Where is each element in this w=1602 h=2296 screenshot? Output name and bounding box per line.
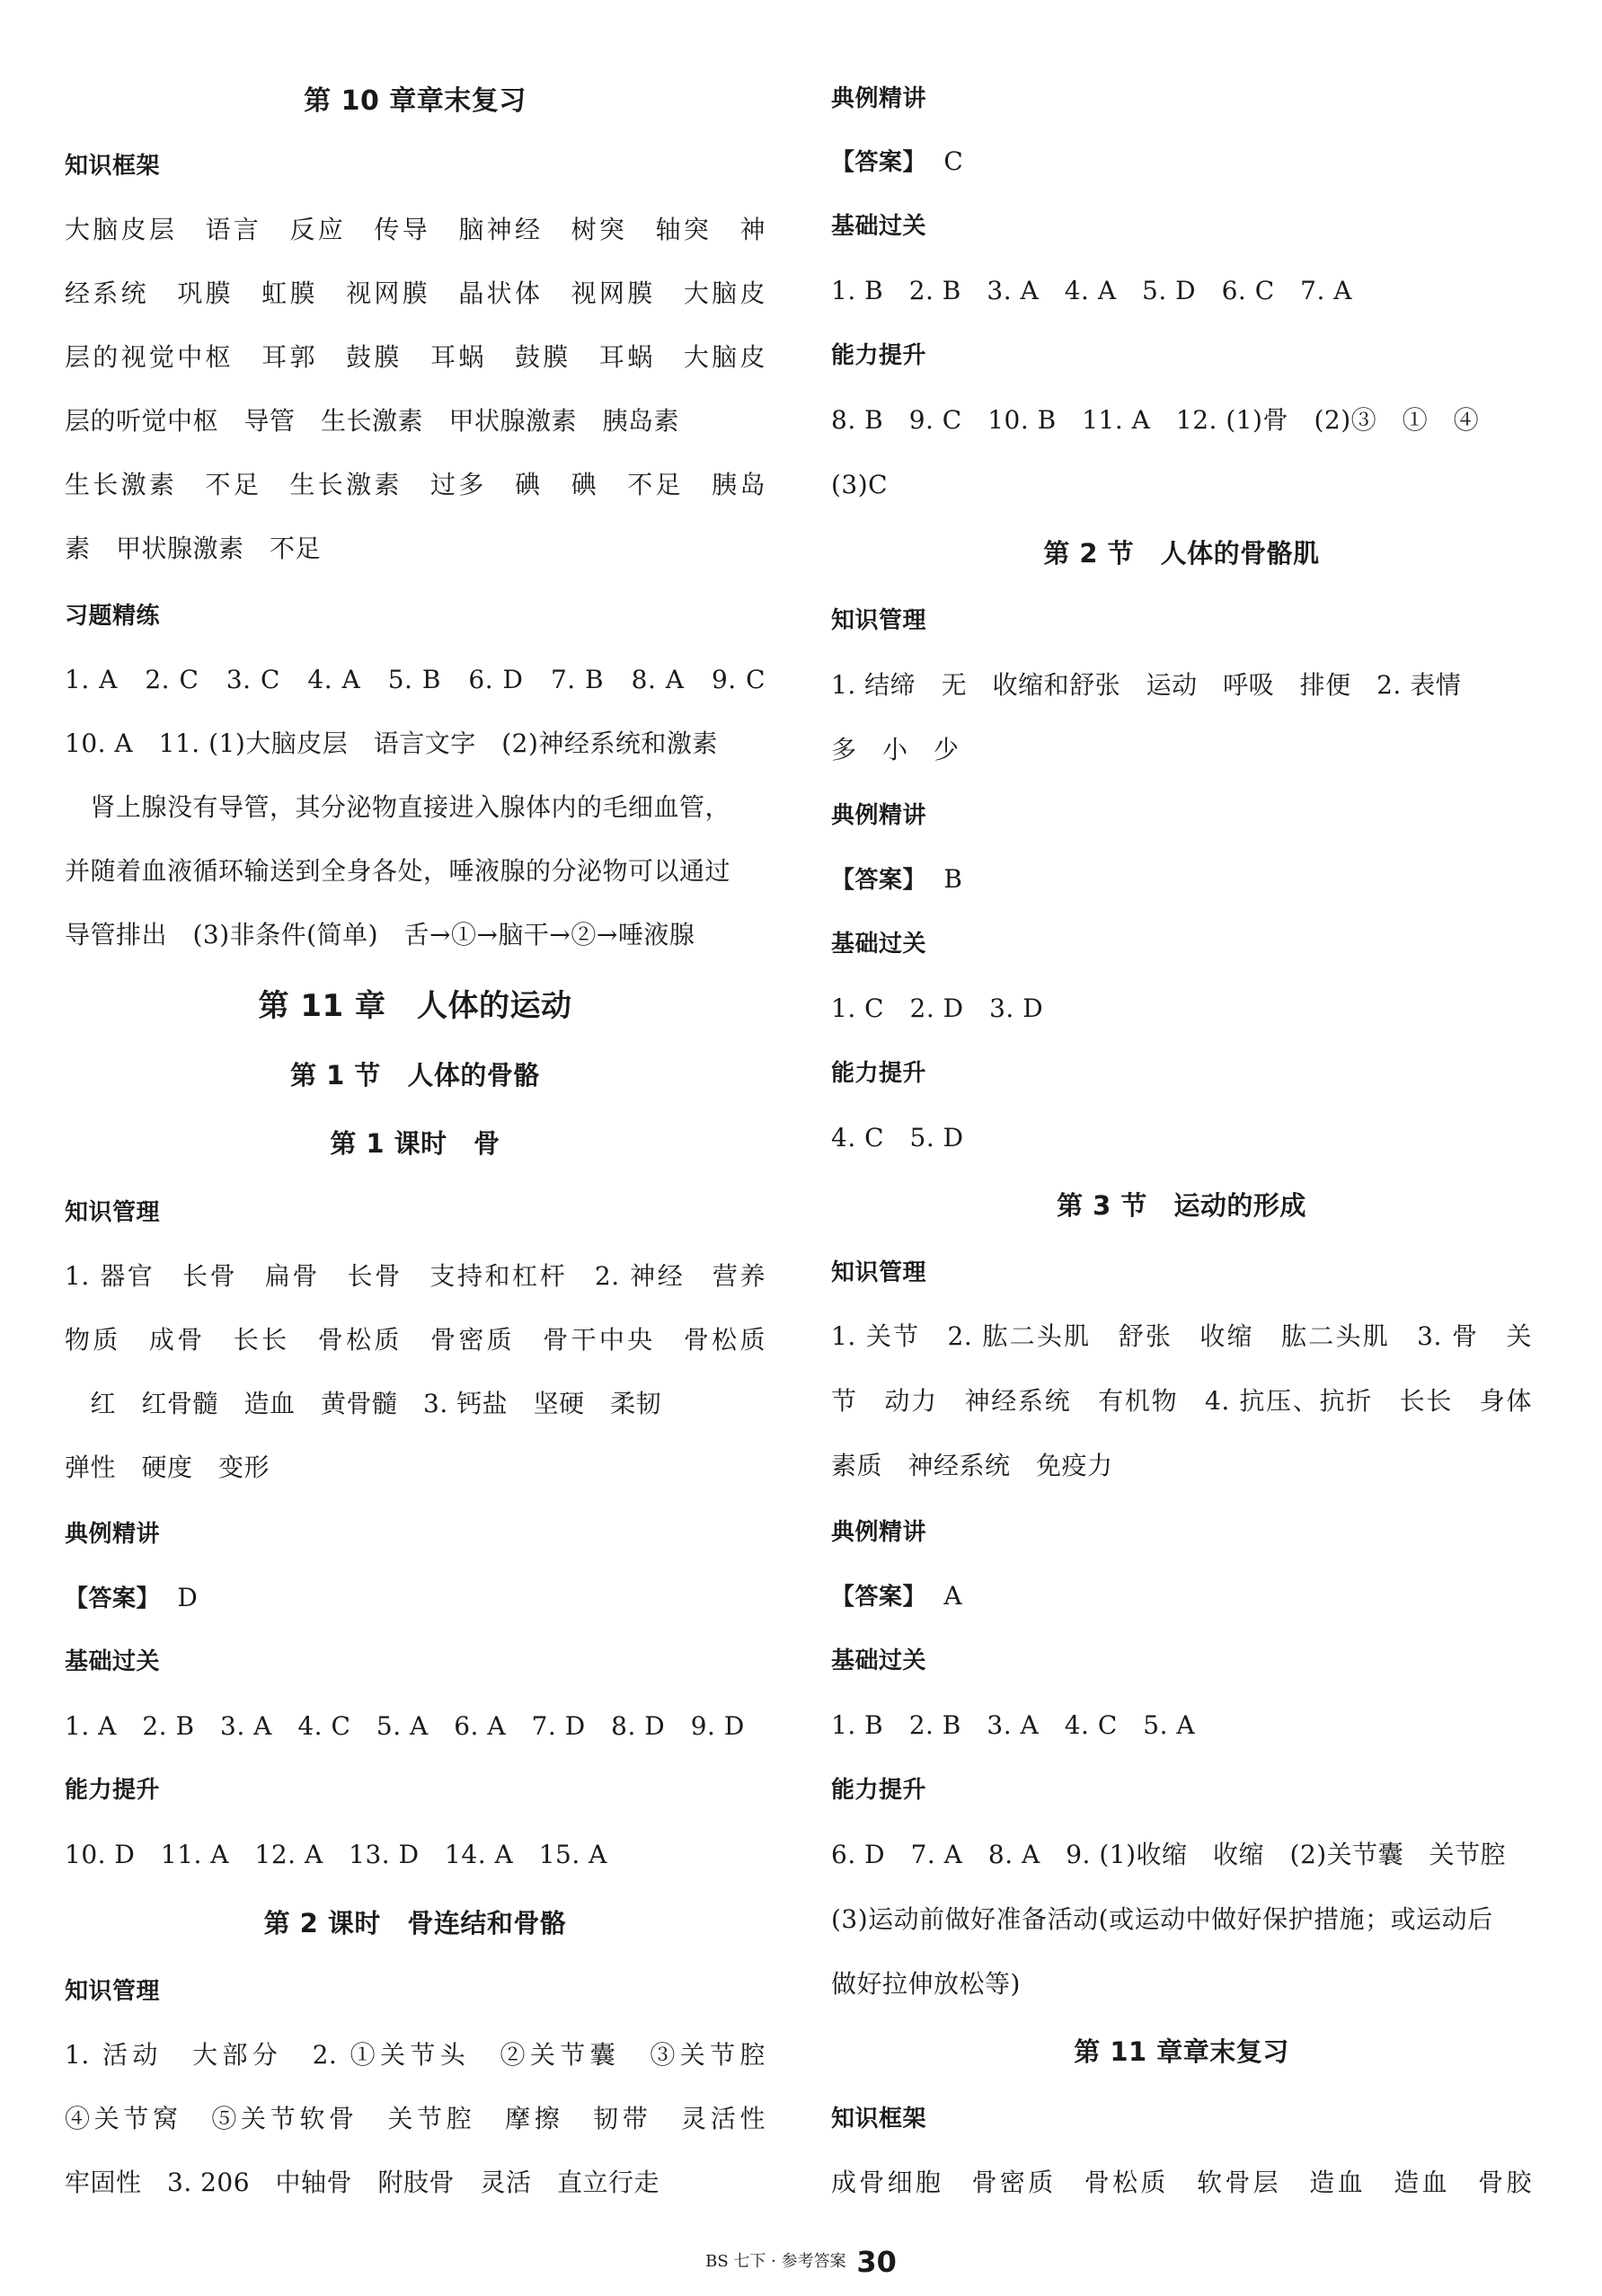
knowledge-management-label: 知识管理 bbox=[65, 1199, 161, 1226]
ability-label: 能力提升 bbox=[831, 1777, 927, 1804]
km-line: 1. 器官 长骨 扁骨 长骨 支持和杠杆 2. 神经 营养 bbox=[65, 1261, 766, 1291]
chapter11-title: 第 11 章 人体的运动 bbox=[258, 988, 572, 1024]
basic-answers: 1. B 2. B 3. A 4. C 5. A bbox=[831, 1710, 1196, 1740]
example-label: 典例精讲 bbox=[831, 802, 927, 829]
kf-line: 经系统 巩膜 虹膜 视网膜 晶状体 视网膜 大脑皮 bbox=[65, 278, 766, 308]
basic-answers: 1. C 2. D 3. D bbox=[831, 993, 1044, 1023]
exercise-line: 1. A 2. C 3. C 4. A 5. B 6. D 7. B 8. A 9. C bbox=[65, 665, 766, 694]
exercises-label: 习题精练 bbox=[65, 603, 161, 630]
ability-label: 能力提升 bbox=[831, 342, 927, 369]
knowledge-framework-label: 知识框架 bbox=[65, 153, 161, 180]
kf-line: 大脑皮层 语言 反应 传导 脑神经 树突 轴突 神 bbox=[65, 215, 766, 244]
exercise-line: 并随着血液循环输送到全身各处，唾液腺的分泌物可以通过 bbox=[65, 856, 731, 886]
page-number: 30 bbox=[856, 2245, 897, 2279]
kf-line: 生长激素 不足 生长激素 过多 碘 碘 不足 胰岛 bbox=[65, 470, 766, 499]
kf-line: 层的听觉中枢 导管 生长激素 甲状腺激素 胰岛素 bbox=[65, 406, 680, 436]
answer-row bbox=[831, 1578, 962, 1614]
kf-line: 层的视觉中枢 耳郭 鼓膜 耳蜗 鼓膜 耳蜗 大脑皮 bbox=[65, 342, 766, 372]
basic-answers: 1. A 2. B 3. A 4. C 5. A 6. A 7. D 8. D 9. D bbox=[65, 1711, 745, 1741]
knowledge-management-label: 知识管理 bbox=[831, 1259, 927, 1286]
knowledge-management-label: 知识管理 bbox=[65, 1978, 161, 2005]
knowledge-management-label: 知识管理 bbox=[831, 607, 927, 634]
km-line: 弹性 硬度 变形 bbox=[65, 1453, 270, 1482]
km3-line: 节 动力 神经系统 有机物 4. 抗压、抗折 长长 身体 bbox=[831, 1386, 1532, 1416]
answer-value: B bbox=[943, 864, 963, 894]
answer-value: C bbox=[943, 146, 964, 176]
answer-label: 【答案】 bbox=[831, 1584, 927, 1611]
knowledge-framework-label: 知识框架 bbox=[831, 2106, 927, 2133]
section2-title: 第 2 节 人体的骨骼肌 bbox=[1043, 538, 1320, 569]
chapter11-review-title: 第 11 章章末复习 bbox=[1074, 2036, 1289, 2067]
ability-line: 8. B 9. C 10. B 11. A 12. (1)骨 (2)③ ① ④ bbox=[831, 405, 1480, 435]
km3-line: 1. 关节 2. 肱二头肌 舒张 收缩 肱二头肌 3. 骨 关 bbox=[831, 1321, 1532, 1351]
km3-line: 素质 神经系统 免疫力 bbox=[831, 1451, 1113, 1480]
lesson2-title: 第 2 课时 骨连结和骨骼 bbox=[263, 1908, 567, 1938]
answer-label: 【答案】 bbox=[831, 867, 927, 894]
exercise-line: 导管排出 (3)非条件(简单) 舌→①→脑干→②→唾液腺 bbox=[65, 920, 695, 949]
ability-answers: 4. C 5. D bbox=[831, 1123, 964, 1152]
ability-line: (3)C bbox=[831, 470, 889, 499]
answer-row bbox=[65, 1580, 198, 1616]
example-label: 典例精讲 bbox=[65, 1521, 161, 1548]
km-line: 红 红骨髓 造血 黄骨髓 3. 钙盐 坚硬 柔韧 bbox=[65, 1389, 662, 1418]
answer-label: 【答案】 bbox=[831, 149, 927, 176]
kf-line: 素 甲状腺激素 不足 bbox=[65, 534, 322, 563]
answer-value: D bbox=[177, 1583, 199, 1612]
answer-label: 【答案】 bbox=[65, 1585, 161, 1612]
kf-line: 成骨细胞 骨密质 骨松质 软骨层 造血 造血 骨胶 bbox=[831, 2168, 1532, 2197]
answer-row bbox=[831, 144, 963, 180]
ability-line: 6. D 7. A 8. A 9. (1)收缩 收缩 (2)关节囊 关节腔 bbox=[831, 1840, 1507, 1869]
exercise-line: 10. A 11. (1)大脑皮层 语言文字 (2)神经系统和激素 bbox=[65, 729, 718, 758]
section3-title: 第 3 节 运动的形成 bbox=[1057, 1190, 1306, 1221]
chapter10-review-title: 第 10 章章末复习 bbox=[304, 85, 527, 117]
exercise-line: 肾上腺没有导管，其分泌物直接进入腺体内的毛细血管， bbox=[65, 792, 731, 822]
footer-text: BS 七下 · 参考答案 bbox=[705, 2252, 846, 2271]
example-label: 典例精讲 bbox=[831, 1519, 927, 1546]
ability-line: (3)运动前做好准备活动(或运动中做好保护措施；或运动后 bbox=[831, 1904, 1493, 1934]
page-footer bbox=[0, 2246, 1602, 2278]
basic-answers: 1. B 2. B 3. A 4. A 5. D 6. C 7. A bbox=[831, 276, 1352, 305]
ability-answers: 10. D 11. A 12. A 13. D 14. A 15. A bbox=[65, 1840, 607, 1869]
answer-row bbox=[831, 861, 963, 897]
km2-line: 牢固性 3. 206 中轴骨 附肢骨 灵活 直立行走 bbox=[65, 2168, 660, 2197]
km-line: 多 小 少 bbox=[831, 735, 960, 764]
basic-label: 基础过关 bbox=[65, 1648, 161, 1675]
basic-label: 基础过关 bbox=[831, 931, 927, 958]
basic-label: 基础过关 bbox=[831, 213, 927, 240]
ability-label: 能力提升 bbox=[65, 1777, 161, 1804]
answer-value: A bbox=[943, 1581, 963, 1611]
example-label: 典例精讲 bbox=[831, 85, 927, 112]
ability-label: 能力提升 bbox=[831, 1060, 927, 1087]
basic-label: 基础过关 bbox=[831, 1647, 927, 1674]
km2-line: 1. 活动 大部分 2. ①关节头 ②关节囊 ③关节腔 bbox=[65, 2040, 766, 2070]
lesson1-title: 第 1 课时 骨 bbox=[330, 1128, 500, 1159]
km2-line: ④关节窝 ⑤关节软骨 关节腔 摩擦 韧带 灵活性 bbox=[65, 2104, 766, 2133]
km-line: 物质 成骨 长长 骨松质 骨密质 骨干中央 骨松质 bbox=[65, 1325, 766, 1355]
ability-line: 做好拉伸放松等) bbox=[831, 1969, 1021, 1999]
section1-title: 第 1 节 人体的骨骼 bbox=[290, 1060, 540, 1091]
km-line: 1. 结缔 无 收缩和舒张 运动 呼吸 排便 2. 表情 bbox=[831, 670, 1462, 700]
